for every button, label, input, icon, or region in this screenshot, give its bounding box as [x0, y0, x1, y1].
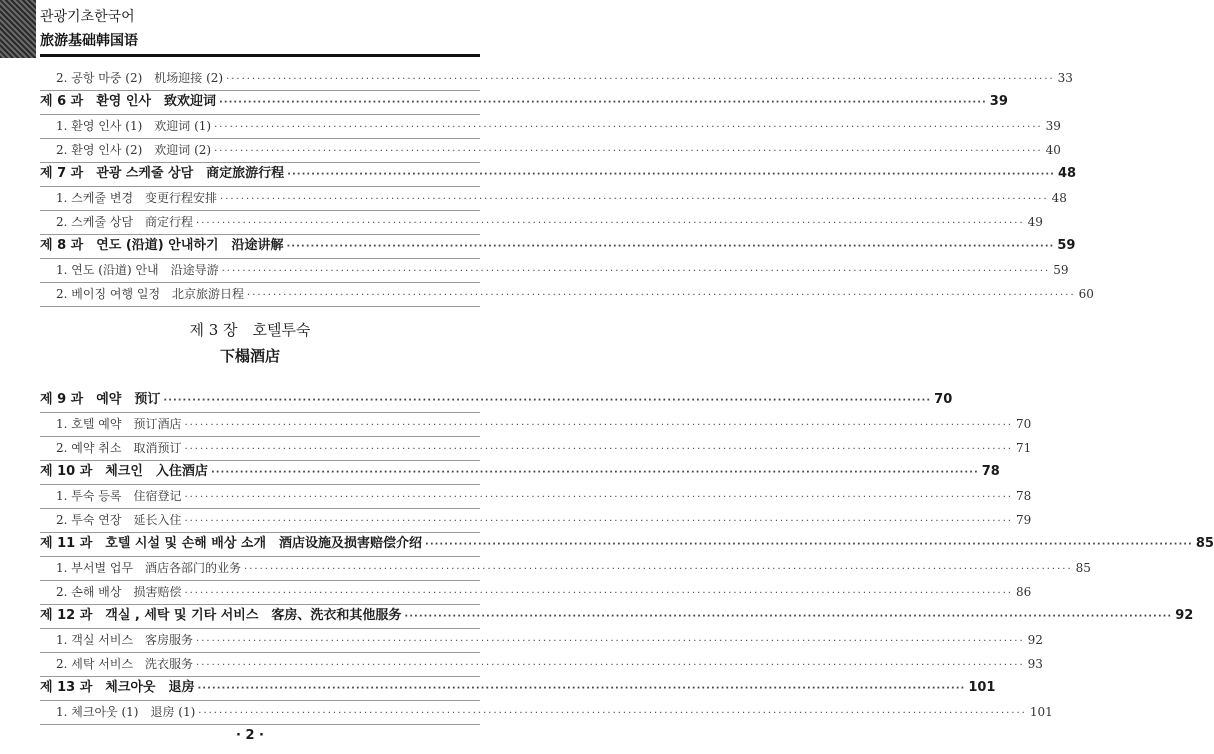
toc-sub-entry — [56, 188, 1067, 208]
row-separator — [40, 282, 480, 283]
dot-leader: ································································································································································ — [404, 611, 1173, 622]
toc-entry-label: 2. 예약 취소 取消预订 — [56, 441, 182, 455]
toc-chapter-entry — [40, 534, 1214, 554]
toc-entry-page: 48 — [1057, 166, 1077, 181]
toc-entry-label: 2. 스케줄 상담 商定行程 — [56, 215, 194, 229]
row-separator — [40, 258, 480, 259]
toc-sub-entry — [56, 68, 1073, 88]
dot-leader: ································································································································································ — [184, 420, 1014, 431]
dot-leader: ································································································································································ — [163, 395, 932, 406]
toc-chapter-entry — [40, 92, 1008, 112]
toc-sub-entry — [56, 284, 1094, 304]
toc-entry-page: 70 — [1016, 417, 1032, 431]
toc-chapter-entry — [40, 236, 1076, 256]
dot-leader: ································································································································································ — [244, 564, 1073, 575]
dot-leader: ································································································································································ — [184, 444, 1014, 455]
toc-entry-label: 2. 환영 인사 (2) 欢迎词 (2) — [56, 143, 212, 157]
toc-entry-page: 40 — [1045, 143, 1061, 157]
row-separator — [40, 234, 480, 235]
toc-entry-label: 1. 연도 (沿道) 안내 沿途导游 — [56, 263, 219, 277]
toc-entry-page: 85 — [1195, 536, 1214, 551]
toc-entry-page: 92 — [1175, 608, 1194, 623]
toc-entry-label: 1. 부서별 업무 酒店各部门的业务 — [56, 561, 242, 575]
toc-chapter-entry — [40, 164, 1077, 184]
row-separator — [40, 604, 480, 605]
row-separator — [40, 90, 480, 91]
toc-entry-label: 1. 객실 서비스 客房服务 — [56, 633, 194, 647]
dot-leader: ································································································································································ — [210, 467, 979, 478]
toc-entry-page: 92 — [1027, 633, 1043, 647]
toc-entry-label: 제 9 과 예약 预订 — [40, 392, 161, 407]
row-separator — [40, 628, 480, 629]
row-separator — [40, 580, 480, 581]
dot-leader: ································································································································································ — [226, 74, 1055, 85]
toc-chapter-entry — [40, 390, 953, 410]
row-separator — [40, 556, 480, 557]
row-separator — [40, 652, 480, 653]
toc-entry-page: 49 — [1027, 215, 1043, 229]
dot-leader: ································································································································································ — [247, 290, 1076, 301]
toc-entry-label: 2. 투숙 연장 延长入住 — [56, 513, 182, 527]
toc-entry-page: 78 — [1016, 489, 1032, 503]
toc-entry-page: 39 — [1045, 119, 1061, 133]
toc-entry-page: 39 — [989, 94, 1008, 109]
dot-leader: ································································································································································ — [198, 708, 1027, 719]
toc-entry-page: 101 — [1029, 705, 1053, 719]
toc-entry-label: 2. 공항 마중 (2) 机场迎接 (2) — [56, 71, 224, 85]
section-title-chinese: 下榻酒店 — [219, 347, 280, 365]
toc-entry-label: 2. 세탁 서비스 洗衣服务 — [56, 657, 194, 671]
toc-entry-page: 93 — [1027, 657, 1043, 671]
toc-sub-entry — [56, 558, 1091, 578]
toc-sub-entry — [56, 414, 1032, 434]
header-title-chinese: 旅游基础韩国语 — [40, 33, 138, 49]
toc-entry-label: 1. 체크아웃 (1) 退房 (1) — [56, 705, 196, 719]
header-decoration-block — [0, 0, 36, 58]
toc-sub-entry — [56, 630, 1043, 650]
section-title-korean: 제 3 장 호텔투숙 — [189, 321, 311, 339]
page-header — [0, 0, 500, 62]
toc-chapter-entry — [40, 606, 1194, 626]
row-separator — [40, 114, 480, 115]
row-separator — [40, 460, 480, 461]
toc-entry-page: 59 — [1053, 263, 1069, 277]
dot-leader: ································································································································································ — [197, 683, 966, 694]
toc-entry-label: 1. 환영 인사 (1) 欢迎词 (1) — [56, 119, 212, 133]
row-separator — [40, 436, 480, 437]
toc-sub-entry — [56, 510, 1032, 530]
toc-chapter-entry — [40, 462, 1000, 482]
page-number: · 2 · — [236, 728, 264, 743]
row-separator — [40, 532, 480, 533]
dot-leader: ································································································································································ — [184, 492, 1014, 503]
row-separator — [40, 162, 480, 163]
dot-leader: ································································································································································ — [196, 660, 1025, 671]
toc-entry-page: 71 — [1016, 441, 1032, 455]
dot-leader: ································································································································································ — [425, 539, 1193, 550]
toc-entry-page: 79 — [1016, 513, 1032, 527]
row-separator — [40, 676, 480, 677]
header-title-korean: 관광기초한국어 — [40, 9, 135, 25]
dot-leader: ································································································································································ — [196, 636, 1025, 647]
toc-sub-entry — [56, 582, 1032, 602]
toc-entry-label: 제 8 과 연도 (沿道) 안내하기 沿途讲解 — [40, 238, 284, 253]
toc-entry-page: 101 — [968, 680, 996, 695]
toc-sub-entry — [56, 654, 1043, 674]
toc-entry-label: 제 6 과 환영 인사 致欢迎词 — [40, 94, 216, 109]
row-separator — [40, 724, 480, 725]
toc-sub-entry — [56, 140, 1061, 160]
toc-entry-page: 86 — [1016, 585, 1032, 599]
toc-sub-entry — [56, 260, 1069, 280]
dot-leader: ································································································································································ — [218, 97, 987, 108]
dot-leader: ································································································································································ — [287, 169, 1055, 180]
row-separator — [40, 186, 480, 187]
row-separator — [40, 210, 480, 211]
toc-chapter-entry — [40, 678, 996, 698]
toc-sub-entry — [56, 702, 1053, 722]
toc-entry-label: 1. 호텔 예약 预订酒店 — [56, 417, 182, 431]
toc-sub-entry — [56, 438, 1032, 458]
toc-sub-entry — [56, 486, 1032, 506]
toc-entry-page: 78 — [981, 464, 1000, 479]
toc-entry-label: 제 12 과 객실 , 세탁 및 기타 서비스 客房、洗衣和其他服务 — [40, 608, 402, 623]
row-separator — [40, 138, 480, 139]
toc-entry-label: 1. 스케줄 변경 变更行程安排 — [56, 191, 218, 205]
header-rule — [40, 54, 480, 57]
dot-leader: ································································································································································ — [196, 218, 1025, 229]
dot-leader: ································································································································································ — [214, 122, 1043, 133]
dot-leader: ································································································································································ — [184, 516, 1014, 527]
toc-entry-page: 85 — [1075, 561, 1091, 575]
toc-entry-page: 70 — [934, 392, 953, 407]
toc-entry-page: 48 — [1051, 191, 1067, 205]
row-separator — [40, 700, 480, 701]
toc-entry-page: 60 — [1078, 287, 1094, 301]
row-separator — [40, 484, 480, 485]
toc-entry-label: 2. 손해 배상 损害赔偿 — [56, 585, 182, 599]
dot-leader: ································································································································································ — [214, 146, 1043, 157]
toc-entry-label: 제 11 과 호텔 시설 및 손해 배상 소개 酒店设施及损害赔偿介绍 — [40, 536, 423, 551]
toc-entry-label: 제 7 과 관광 스케줄 상담 商定旅游行程 — [40, 166, 285, 181]
toc-entry-page: 33 — [1057, 71, 1073, 85]
toc-entry-page: 59 — [1057, 238, 1076, 253]
toc-entry-label: 2. 베이징 여행 일정 北京旅游日程 — [56, 287, 245, 301]
row-separator — [40, 306, 480, 307]
dot-leader: ································································································································································ — [184, 588, 1014, 599]
row-separator — [40, 412, 480, 413]
toc-entry-label: 제 10 과 체크인 入住酒店 — [40, 464, 208, 479]
toc-sub-entry — [56, 116, 1061, 136]
toc-entry-label: 제 13 과 체크아웃 退房 — [40, 680, 195, 695]
row-separator — [40, 508, 480, 509]
toc-entry-label: 1. 투숙 등록 住宿登记 — [56, 489, 182, 503]
dot-leader: ································································································································································ — [221, 266, 1051, 277]
dot-leader: ································································································································································ — [286, 241, 1055, 252]
dot-leader: ································································································································································ — [220, 194, 1049, 205]
toc-sub-entry — [56, 212, 1043, 232]
